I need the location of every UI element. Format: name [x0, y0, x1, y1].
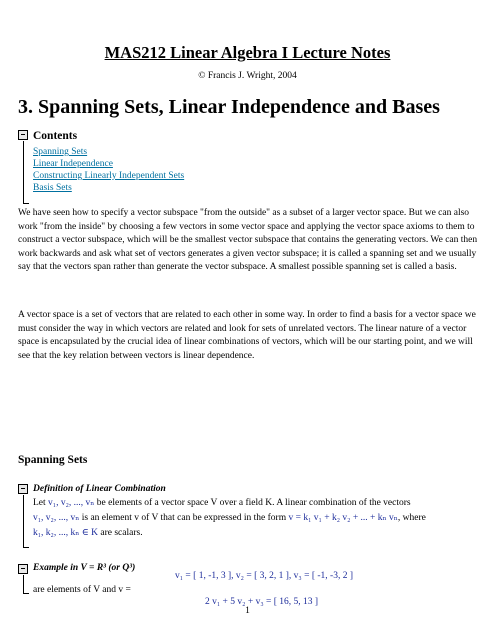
contents-list: [33, 146, 184, 194]
collapse-example-icon[interactable]: [18, 564, 28, 574]
example-text-1: are elements of V and v =: [33, 585, 131, 595]
combination-formula: v = k₁ v₁ + k₂ v₂ + ... + kₙ vₙ: [288, 513, 398, 523]
definition-text: be elements of a vector space V over a field K. A linear combination of the vectors: [94, 498, 411, 508]
definition-text: Let: [33, 498, 49, 508]
example-combination: 2 v₁ + 5 v₂ + v₃ = [ 16, 5, 13 ]: [205, 597, 319, 607]
toc-link-linear-independence[interactable]: Linear Independence: [33, 159, 113, 169]
toc-link-basis-sets[interactable]: Basis Sets: [33, 183, 72, 193]
definition-line-2: [33, 512, 483, 525]
chapter-heading: 3. Spanning Sets, Linear Independence and Bases: [18, 96, 440, 118]
intro-paragraph-2: A vector space is a set of vectors that are related to each other in some way. In order to find a basis for a vector space we must consider the way in which vectors are related and look for sets of unrelated vectors. The linear nature of a vector space is encapsulated by the crucial idea of linear combinations of vectors, which will be our starting point, and we will see that the key relation between vectors is linear dependence.: [18, 310, 476, 361]
collapse-contents-icon[interactable]: [18, 130, 28, 140]
page-title: MAS212 Linear Algebra I Lecture Notes: [104, 43, 391, 62]
definition-heading: Definition of Linear Combination: [33, 484, 166, 494]
vector-list: v₁, v₂, ..., vₙ: [33, 513, 80, 523]
scalar-list: k₁, k₂, ..., kₙ ∈ K: [33, 528, 99, 538]
definition-text: are scalars.: [98, 528, 143, 538]
example-heading: Example in V = R³ (or Q³): [33, 563, 136, 573]
toc-link-constructing-sets[interactable]: Constructing Linearly Independent Sets: [33, 171, 185, 181]
copyright-line: © Francis J. Wright, 2004: [198, 71, 297, 81]
definition-text: is an element v of V that can be expressed in the form: [79, 513, 289, 523]
section-heading: Spanning Sets: [18, 454, 88, 466]
intro-paragraph-1: We have seen how to specify a vector subspace "from the outside" as a subset of a larger vector space. But we can also work "from the inside" by choosing a few vectors in some vector space and applying the vector space axioms to them to construct a vector subspace, which will be the smallest vector subspace that contains the generating vectors. We can then work backwards and ask what set of vectors generates a given vector subspace; it is called a spanning set and we usually say that the vectors span rather than generate the vector subspace. A smallest possible spanning set is called a basis.: [18, 208, 478, 272]
definition-line-3: [33, 527, 143, 540]
toc-link-spanning-sets[interactable]: Spanning Sets: [33, 147, 88, 157]
contents-heading: Contents: [33, 130, 78, 142]
example-vectors: v₁ = [ 1, -1, 3 ], v₂ = [ 3, 2, 1 ], v₃ = [ -1, -3, 2 ]: [175, 571, 353, 581]
example-bracket: [23, 575, 29, 594]
page-number: 1: [245, 606, 250, 616]
definition-text: , where: [397, 513, 426, 523]
vector-list: v₁, v₂, ..., vₙ: [48, 498, 95, 508]
contents-bracket: [23, 141, 29, 204]
definition-bracket: [23, 495, 29, 548]
definition-line-1: [33, 497, 483, 510]
collapse-definition-icon[interactable]: [18, 484, 28, 494]
